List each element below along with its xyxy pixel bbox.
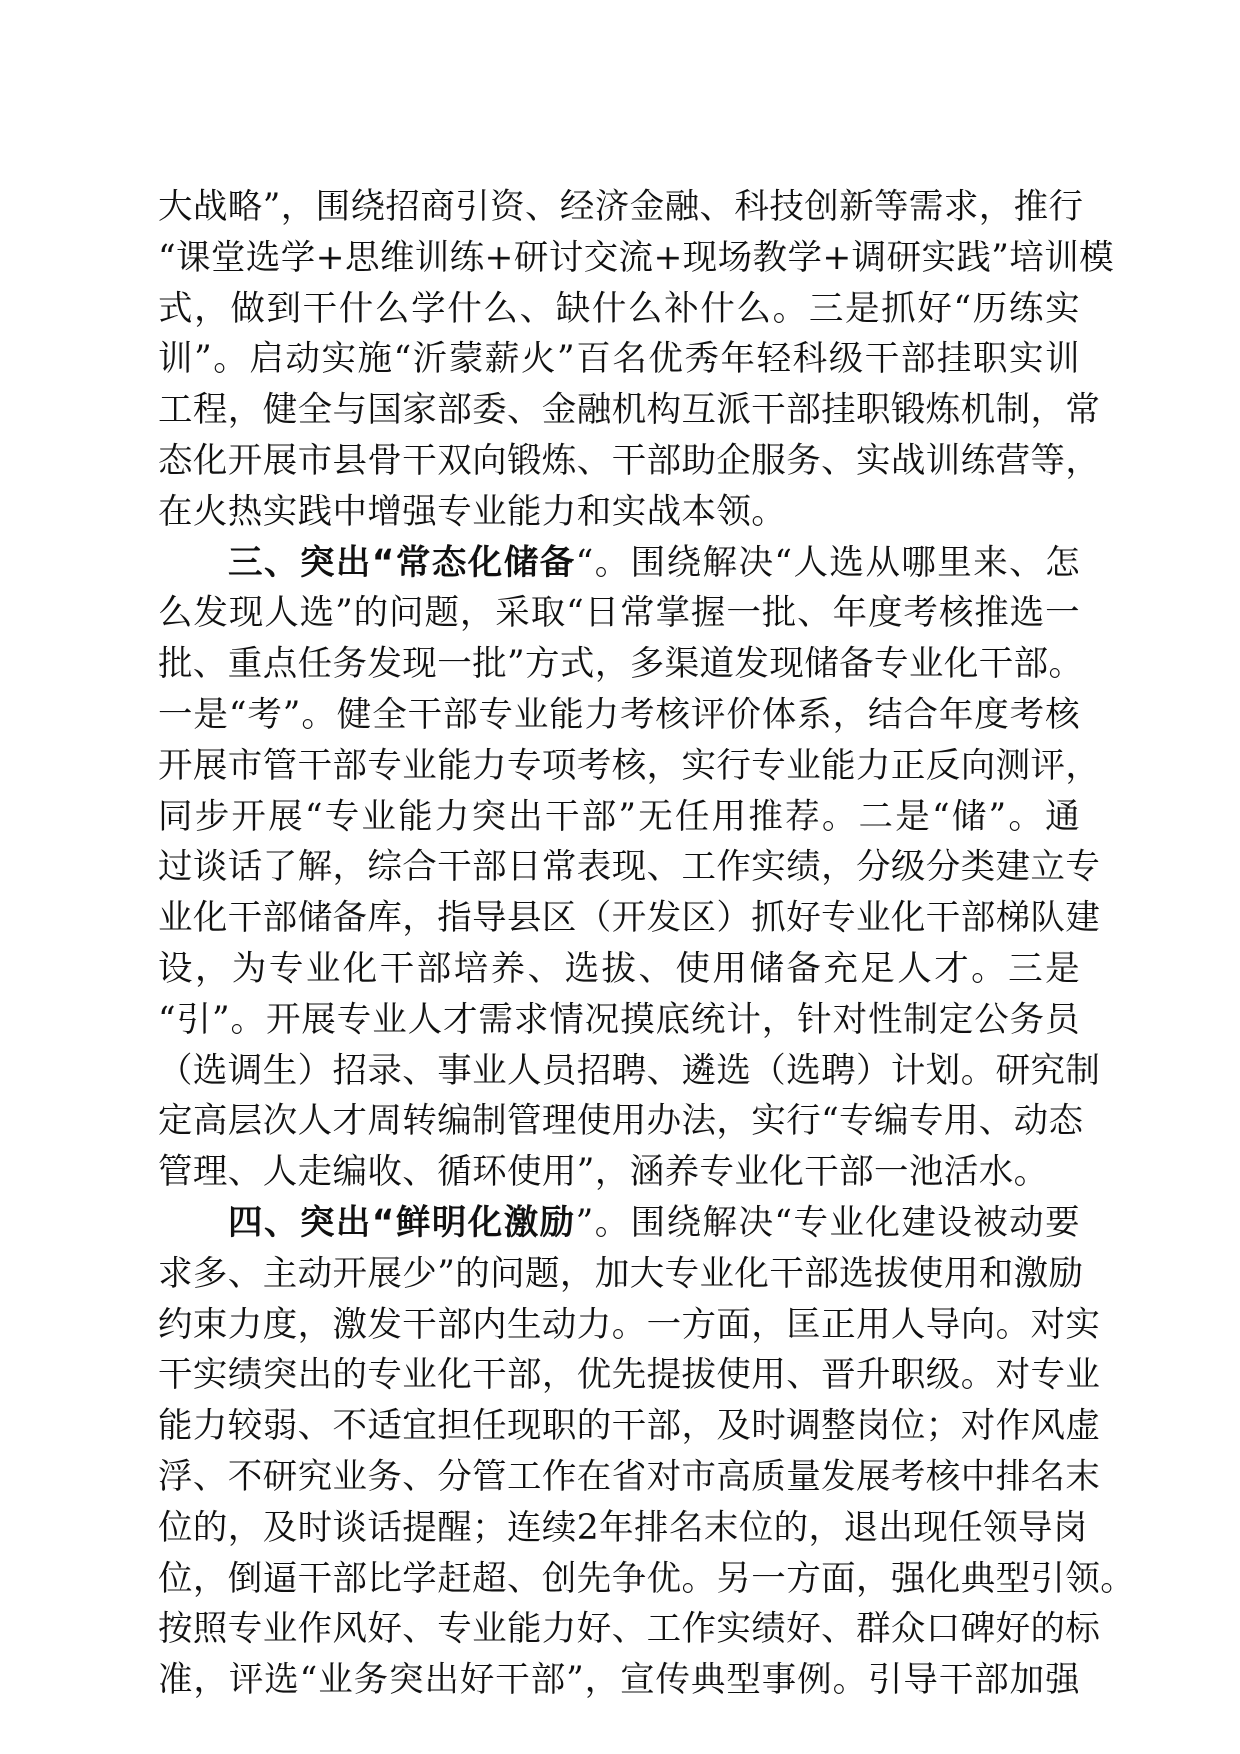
body-line: 态化开展市县骨干双向锻炼、干部助企服务、实战训练营等， [158, 440, 1101, 481]
section-three-heading-tail: “。围绕解决“人选从哪里来、怎 [575, 542, 1080, 583]
section-three-heading: 三、突出“常态化储备 [228, 542, 576, 583]
body-line: 大战略”，围绕招商引资、经济金融、科技创新等需求，推行 [158, 187, 1084, 227]
body-line: 在火热实践中增强专业能力和实战本领。 [158, 491, 787, 532]
body-line: 位的，及时谈话提醒；连续2年排名末位的，退出现任领导岗 [158, 1507, 1088, 1548]
body-line: 位，倒逼干部比学赶超、创先争优。另一方面，强化典型引领。 [158, 1558, 1136, 1599]
body-line: 设，为专业化干部培养、选拔、使用储备充足人才。三是 [158, 948, 1080, 989]
body-line: 干实绩突出的专业化干部，优先提拔使用、晋升职级。对专业 [158, 1355, 1101, 1396]
section-four-heading: 四、突出“鲜明化激励 [228, 1202, 576, 1243]
body-line: 按照专业作风好、专业能力好、工作实绩好、群众口碑好的标 [158, 1609, 1101, 1650]
section-three-heading-line [158, 538, 1080, 589]
body-line: 浮、不研究业务、分管工作在省对市高质量发展考核中排名末 [158, 1456, 1101, 1497]
body-line: 同步开展“专业能力突出干部”无任用推荐。二是“储”。通 [158, 796, 1080, 837]
body-line: “课堂选学+思维训练+研讨交流+现场教学+调研实践”培训模 [158, 237, 1115, 278]
body-line: （选调生）招录、事业人员招聘、遴选（选聘）计划。研究制 [158, 1050, 1101, 1091]
section-four-heading-line [158, 1198, 1080, 1249]
body-line: 约束力度，激发干部内生动力。一方面，匡正用人导向。对实 [158, 1304, 1101, 1345]
body-line: 批、重点任务发现一批”方式，多渠道发现储备专业化干部。 [158, 644, 1084, 685]
body-line: 业化干部储备库，指导县区（开发区）抓好专业化干部梯队建 [158, 898, 1101, 939]
body-line: 训”。启动实施“沂蒙薪火”百名优秀年轻科级干部挂职实训 [158, 339, 1080, 380]
body-line: 求多、主动开展少”的问题，加大专业化干部选拔使用和激励 [158, 1253, 1084, 1294]
body-line: “引”。开展专业人才需求情况摸底统计，针对性制定公务员 [158, 999, 1080, 1040]
document-body [158, 182, 1136, 1706]
body-line: 工程，健全与国家部委、金融机构互派干部挂职锻炼机制，常 [158, 390, 1101, 431]
body-line: 一是“考”。健全干部专业能力考核评价体系，结合年度考核 [158, 694, 1080, 735]
body-line: 式，做到干什么学什么、缺什么补什么。三是抓好“历练实 [158, 288, 1080, 329]
body-line: 定高层次人才周转编制管理使用办法，实行“专编专用、动态 [158, 1101, 1084, 1142]
body-line: 过谈话了解，综合干部日常表现、工作实绩，分级分类建立专 [158, 847, 1101, 888]
section-four-heading-tail: ”。围绕解决“专业化建设被动要 [575, 1202, 1080, 1243]
body-line: 管理、人走编收、循环使用”，涵养专业化干部一池活水。 [158, 1152, 1049, 1193]
body-line: 能力较弱、不适宜担任现职的干部，及时调整岗位；对作风虚 [158, 1406, 1101, 1447]
body-line: 准，评选“业务突出好干部”，宣传典型事例。引导干部加强 [158, 1660, 1080, 1701]
body-line: 开展市管干部专业能力专项考核，实行专业能力正反向测评， [158, 745, 1101, 786]
body-line: 么发现人选”的问题，采取“日常掌握一批、年度考核推选一 [158, 593, 1080, 634]
